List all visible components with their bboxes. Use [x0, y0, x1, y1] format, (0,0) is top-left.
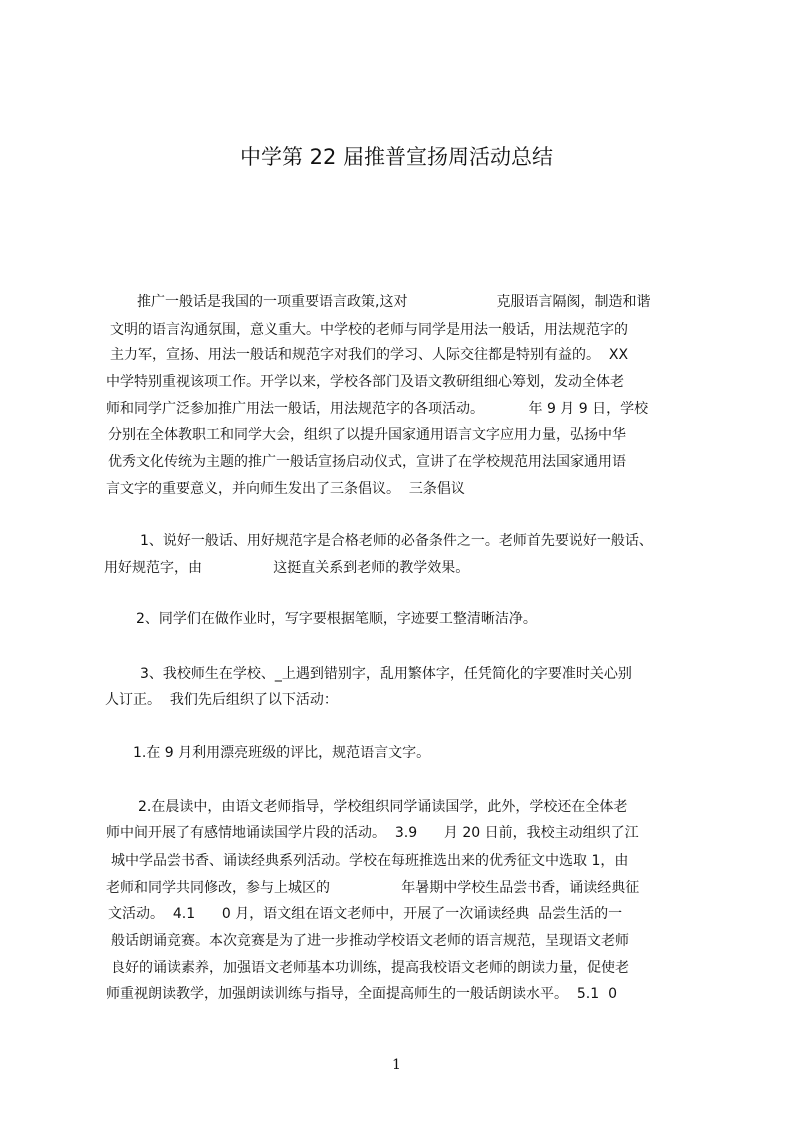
paragraph-6-line-3: 城中学品尝书香、诵读经典系列活动。学校在每班推选出来的优秀征文中选取 1，由 [111, 853, 629, 869]
paragraph-2-line-2: 用好规范字，由 这挺直关系到老师的教学效果。 [104, 560, 470, 576]
paragraph-1-line-6: 分别在全体教职工和同学大会，组织了以提升国家通用语言文字应用力量，弘扬中华 [108, 427, 626, 443]
paragraph-4-line-2: 人订正。 我们先后组织了以下活动： [105, 692, 338, 708]
paragraph-5-line-1: 1.在 9 月利用漂亮班级的评比，规范语言文字。 [133, 745, 431, 761]
paragraph-6-line-7: 良好的诵读素养，加强语文老师基本功训练，提高我校语文老师的朗读力量，促使老 [111, 960, 629, 976]
paragraph-6-line-8: 师重视朗读教学，加强朗读训练与指导，全面提高师生的一般话朗读水平。 5.1 0 [106, 986, 617, 1002]
paragraph-6-line-4: 老师和同学共同修改，参与上城区的 年暑期中学校生品尝书香，诵读经典征 [106, 880, 640, 896]
paragraph-2-line-1: 1、说好一般话、用好规范字是合格老师的必备条件之一。老师首先要说好一般话、 [140, 533, 653, 549]
paragraph-1-line-4: 中学特别重视该项工作。开学以来，学校各部门及语文教研组细心筹划，发动全体老 [106, 374, 624, 390]
document-title: 中学第 22 届推普宣扬周活动总结 [239, 145, 554, 169]
paragraph-1-line-7: 优秀文化传统为主题的推广一般话宣扬启动仪式，宣讲了在学校规范用法国家通用语 [108, 454, 626, 470]
paragraph-1-line-1: 推广一般话是我国的一项重要语言政策,这对 克服语言隔阂，制造和谐 [137, 294, 651, 310]
page-number: 1 [392, 1057, 401, 1073]
paragraph-1-line-8: 言文字的重要意义，并向师生发出了三条倡议。 三条倡议 [106, 481, 465, 497]
paragraph-6-line-1: 2.在晨读中，由语文老师指导，学校组织同学诵读国学，此外，学校还在全体老 [138, 799, 628, 815]
paragraph-1-line-5: 师和同学广泛参加推广用法一般话，用法规范字的各项活动。 年 9 月 9 日，学校 [106, 401, 649, 417]
paragraph-3-line-1: 2、同学们在做作业时，写字要根据笔顺，字迹要工整清晰洁净。 [136, 611, 537, 627]
paragraph-6-line-5: 文活动。 4.1 0 月，语文组在语文老师中，开展了一次诵读经典 品尝生活的一 [108, 906, 623, 922]
paragraph-1-line-2: 文明的语言沟通氛围，意义重大。中学校的老师与同学是用法一般话，用法规范字的 [110, 322, 628, 338]
paragraph-6-line-2: 师中间开展了有感情地诵读国学片段的活动。 3.9 月 20 日前，我校主动组织了江 [106, 825, 639, 841]
paragraph-6-line-6: 般话朗诵竞赛。本次竞赛是为了进一步推动学校语文老师的语言规范，呈现语文老师 [111, 933, 629, 949]
paragraph-4-line-1: 3、我校师生在学校、_上遇到错别字，乱用繁体字，任凭简化的字要准时关心别 [140, 666, 632, 682]
paragraph-1-line-3: 主力军，宣扬、用法一般话和规范字对我们的学习、人际交往都是特别有益的。 XX [110, 347, 629, 363]
